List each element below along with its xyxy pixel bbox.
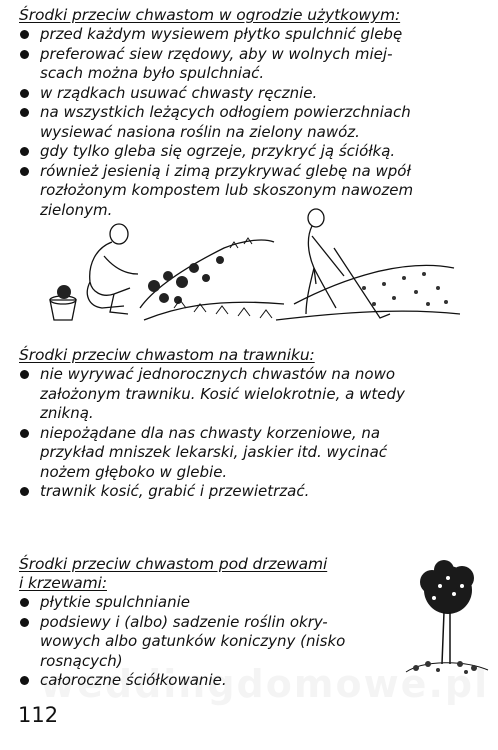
bullet-icon bbox=[20, 147, 29, 156]
list-item bbox=[19, 365, 481, 424]
list-item-text: preferować siew rzędowy, aby w wolnych miej- bbox=[40, 44, 393, 63]
heading-line: i krzewami: bbox=[19, 574, 107, 592]
list-item-text: rozłożonym kompostem lub skoszonym nawozem bbox=[40, 181, 414, 199]
section-heading: Środki przeciw chwastom na trawniku: bbox=[19, 346, 315, 364]
list-item-text: całoroczne ściółkowanie. bbox=[40, 671, 227, 689]
list-item bbox=[19, 84, 481, 104]
bullet-list bbox=[19, 25, 481, 220]
list-item-text: niepożądane dla nas chwasty korzeniowe, na bbox=[40, 423, 381, 442]
list-item-text: płytkie spulchnianie bbox=[40, 593, 190, 611]
list-item-text: scach można było spulchniać. bbox=[40, 64, 265, 82]
heading-line: Środki przeciw chwastom pod drzewami bbox=[19, 555, 328, 573]
bullet-icon bbox=[20, 487, 29, 496]
bullet-icon bbox=[20, 370, 29, 379]
list-item bbox=[19, 103, 481, 142]
bullet-icon bbox=[20, 167, 29, 176]
bullet-icon bbox=[20, 50, 29, 59]
list-item-text: w rządkach usuwać chwasty ręcznie. bbox=[40, 83, 318, 102]
list-item bbox=[19, 45, 481, 84]
bullet-icon bbox=[20, 618, 29, 627]
section-vegetable-garden bbox=[19, 6, 481, 220]
watermark bbox=[40, 662, 489, 706]
list-item bbox=[19, 25, 481, 45]
list-item-text: trawnik kosić, grabić i przewietrzać. bbox=[40, 482, 310, 500]
list-item bbox=[19, 482, 481, 502]
list-item bbox=[19, 142, 481, 162]
list-item bbox=[19, 424, 481, 483]
bullet-list bbox=[19, 365, 481, 502]
list-item-text: podsiewy i (albo) sadzenie roślin okry- bbox=[40, 612, 328, 631]
list-item-text: rosnących) bbox=[40, 651, 123, 670]
list-item-text: przed każdym wysiewem płytko spulchnić glebę bbox=[40, 25, 403, 43]
list-item-text: wysiewać nasiona roślin na zielony nawóz. bbox=[40, 122, 360, 141]
list-item-text: założonym trawniku. Kosić wielokrotnie, a wtedy bbox=[40, 384, 405, 403]
bullet-icon bbox=[20, 598, 29, 607]
list-item-text: na wszystkich leżących odłogiem powierzchniach bbox=[40, 103, 411, 121]
list-item-text: gdy tylko gleba się ogrzeje, przykryć ją ściółką. bbox=[40, 142, 396, 160]
section-lawn bbox=[19, 346, 481, 502]
list-item-text: nie wyrywać jednorocznych chwastów na nowo bbox=[40, 365, 396, 383]
list-item-text: nożem głęboko w glebie. bbox=[40, 462, 228, 481]
bullet-icon bbox=[20, 676, 29, 685]
page-number: 112 bbox=[18, 703, 59, 727]
bullet-icon bbox=[20, 108, 29, 117]
bullet-icon bbox=[20, 30, 29, 39]
bullet-icon bbox=[20, 429, 29, 438]
gardening-illustration bbox=[44, 208, 464, 333]
list-item-text: również jesienią i zimą przykrywać glebę na wpół bbox=[40, 161, 411, 180]
bullet-icon bbox=[20, 89, 29, 98]
list-item-text: przykład mniszek lekarski, jaskier itd. wycinać bbox=[40, 443, 388, 461]
list-item-text: znikną. bbox=[40, 404, 94, 422]
list-item-text: zielonym. bbox=[40, 200, 113, 219]
section-heading: Środki przeciw chwastom w ogrodzie użytkowym: bbox=[19, 6, 401, 24]
list-item-text: wowych albo gatunków koniczyny (nisko bbox=[40, 632, 346, 650]
